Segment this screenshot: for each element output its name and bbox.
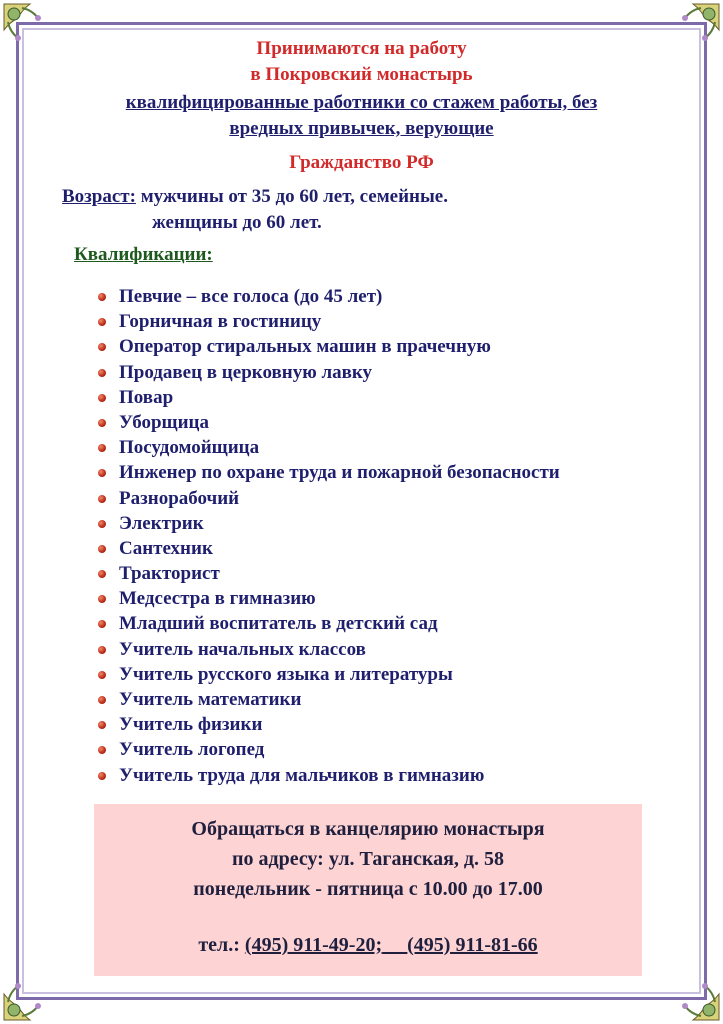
bullet-icon <box>98 696 106 704</box>
contact-box <box>94 804 642 976</box>
bullet-icon <box>98 746 106 754</box>
phone-1[interactable]: (495) 911-49-20; <box>244 934 383 956</box>
list-item: Оператор стиральных машин в прачечную <box>96 334 560 359</box>
list-item: Учитель логопед <box>96 737 560 762</box>
bullet-icon <box>98 721 106 729</box>
list-item: Учитель труда для мальчиков в гимназию <box>96 763 560 788</box>
bullet-icon <box>98 545 106 553</box>
bullet-icon <box>98 444 106 452</box>
qualifications-title: Квалификации: <box>74 244 213 265</box>
list-item: Горничная в гостиницу <box>96 309 560 334</box>
contact-line-2: по адресу: ул. Таганская, д. 58 <box>231 848 505 870</box>
list-item: Учитель физики <box>96 712 560 737</box>
bullet-icon <box>98 469 106 477</box>
bullet-icon <box>98 318 106 326</box>
bullet-icon <box>98 520 106 528</box>
bullet-icon <box>98 495 106 503</box>
qualifications-list <box>96 284 560 788</box>
phone-label: тел.: <box>198 934 240 956</box>
list-item: Медсестра в гимназию <box>96 586 560 611</box>
bullet-icon <box>98 646 106 654</box>
bullet-icon <box>98 343 106 351</box>
citizenship: Гражданство РФ <box>289 152 434 173</box>
list-item: Уборщица <box>96 410 560 435</box>
list-item: Электрик <box>96 511 560 536</box>
bullet-icon <box>98 595 106 603</box>
list-item: Певчие – все голоса (до 45 лет) <box>96 284 560 309</box>
bullet-icon <box>98 671 106 679</box>
bullet-icon <box>98 293 106 301</box>
bullet-icon <box>98 772 106 780</box>
header-line-3: квалифицированные работники со стажем работы, без <box>125 92 598 113</box>
contact-line-3: понедельник - пятница с 10.00 до 17.00 <box>193 878 543 900</box>
list-item: Учитель начальных классов <box>96 637 560 662</box>
list-item: Учитель математики <box>96 687 560 712</box>
list-item: Повар <box>96 385 560 410</box>
age-block <box>62 184 448 236</box>
list-item: Младший воспитатель в детский сад <box>96 611 560 636</box>
list-item: Сантехник <box>96 536 560 561</box>
list-item: Тракторист <box>96 561 560 586</box>
bullet-icon <box>98 419 106 427</box>
age-label: Возраст: <box>62 186 136 207</box>
age-women: женщины до 60 лет. <box>152 212 322 233</box>
age-men: мужчины от 35 до 60 лет, семейные. <box>140 186 448 207</box>
list-item: Продавец в церковную лавку <box>96 360 560 385</box>
corner-ornament-icon <box>0 966 58 1024</box>
bullet-icon <box>98 394 106 402</box>
contact-line-1: Обращаться в канцелярию монастыря <box>191 818 545 840</box>
bullet-icon <box>98 369 106 377</box>
list-item: Учитель русского языка и литературы <box>96 662 560 687</box>
bullet-icon <box>98 570 106 578</box>
bullet-icon <box>98 620 106 628</box>
list-item: Инженер по охране труда и пожарной безопасности <box>96 460 560 485</box>
header-line-1: Принимаются на работу <box>256 38 467 59</box>
phone-2[interactable]: (495) 911-81-66 <box>407 934 538 956</box>
header-line-4: вредных привычек, верующие <box>229 118 494 139</box>
list-item: Разнорабочий <box>96 486 560 511</box>
list-item: Посудомойщица <box>96 435 560 460</box>
header-line-2: в Покровский монастырь <box>250 64 473 85</box>
contact-phones <box>94 934 642 957</box>
corner-ornament-icon <box>665 966 723 1024</box>
